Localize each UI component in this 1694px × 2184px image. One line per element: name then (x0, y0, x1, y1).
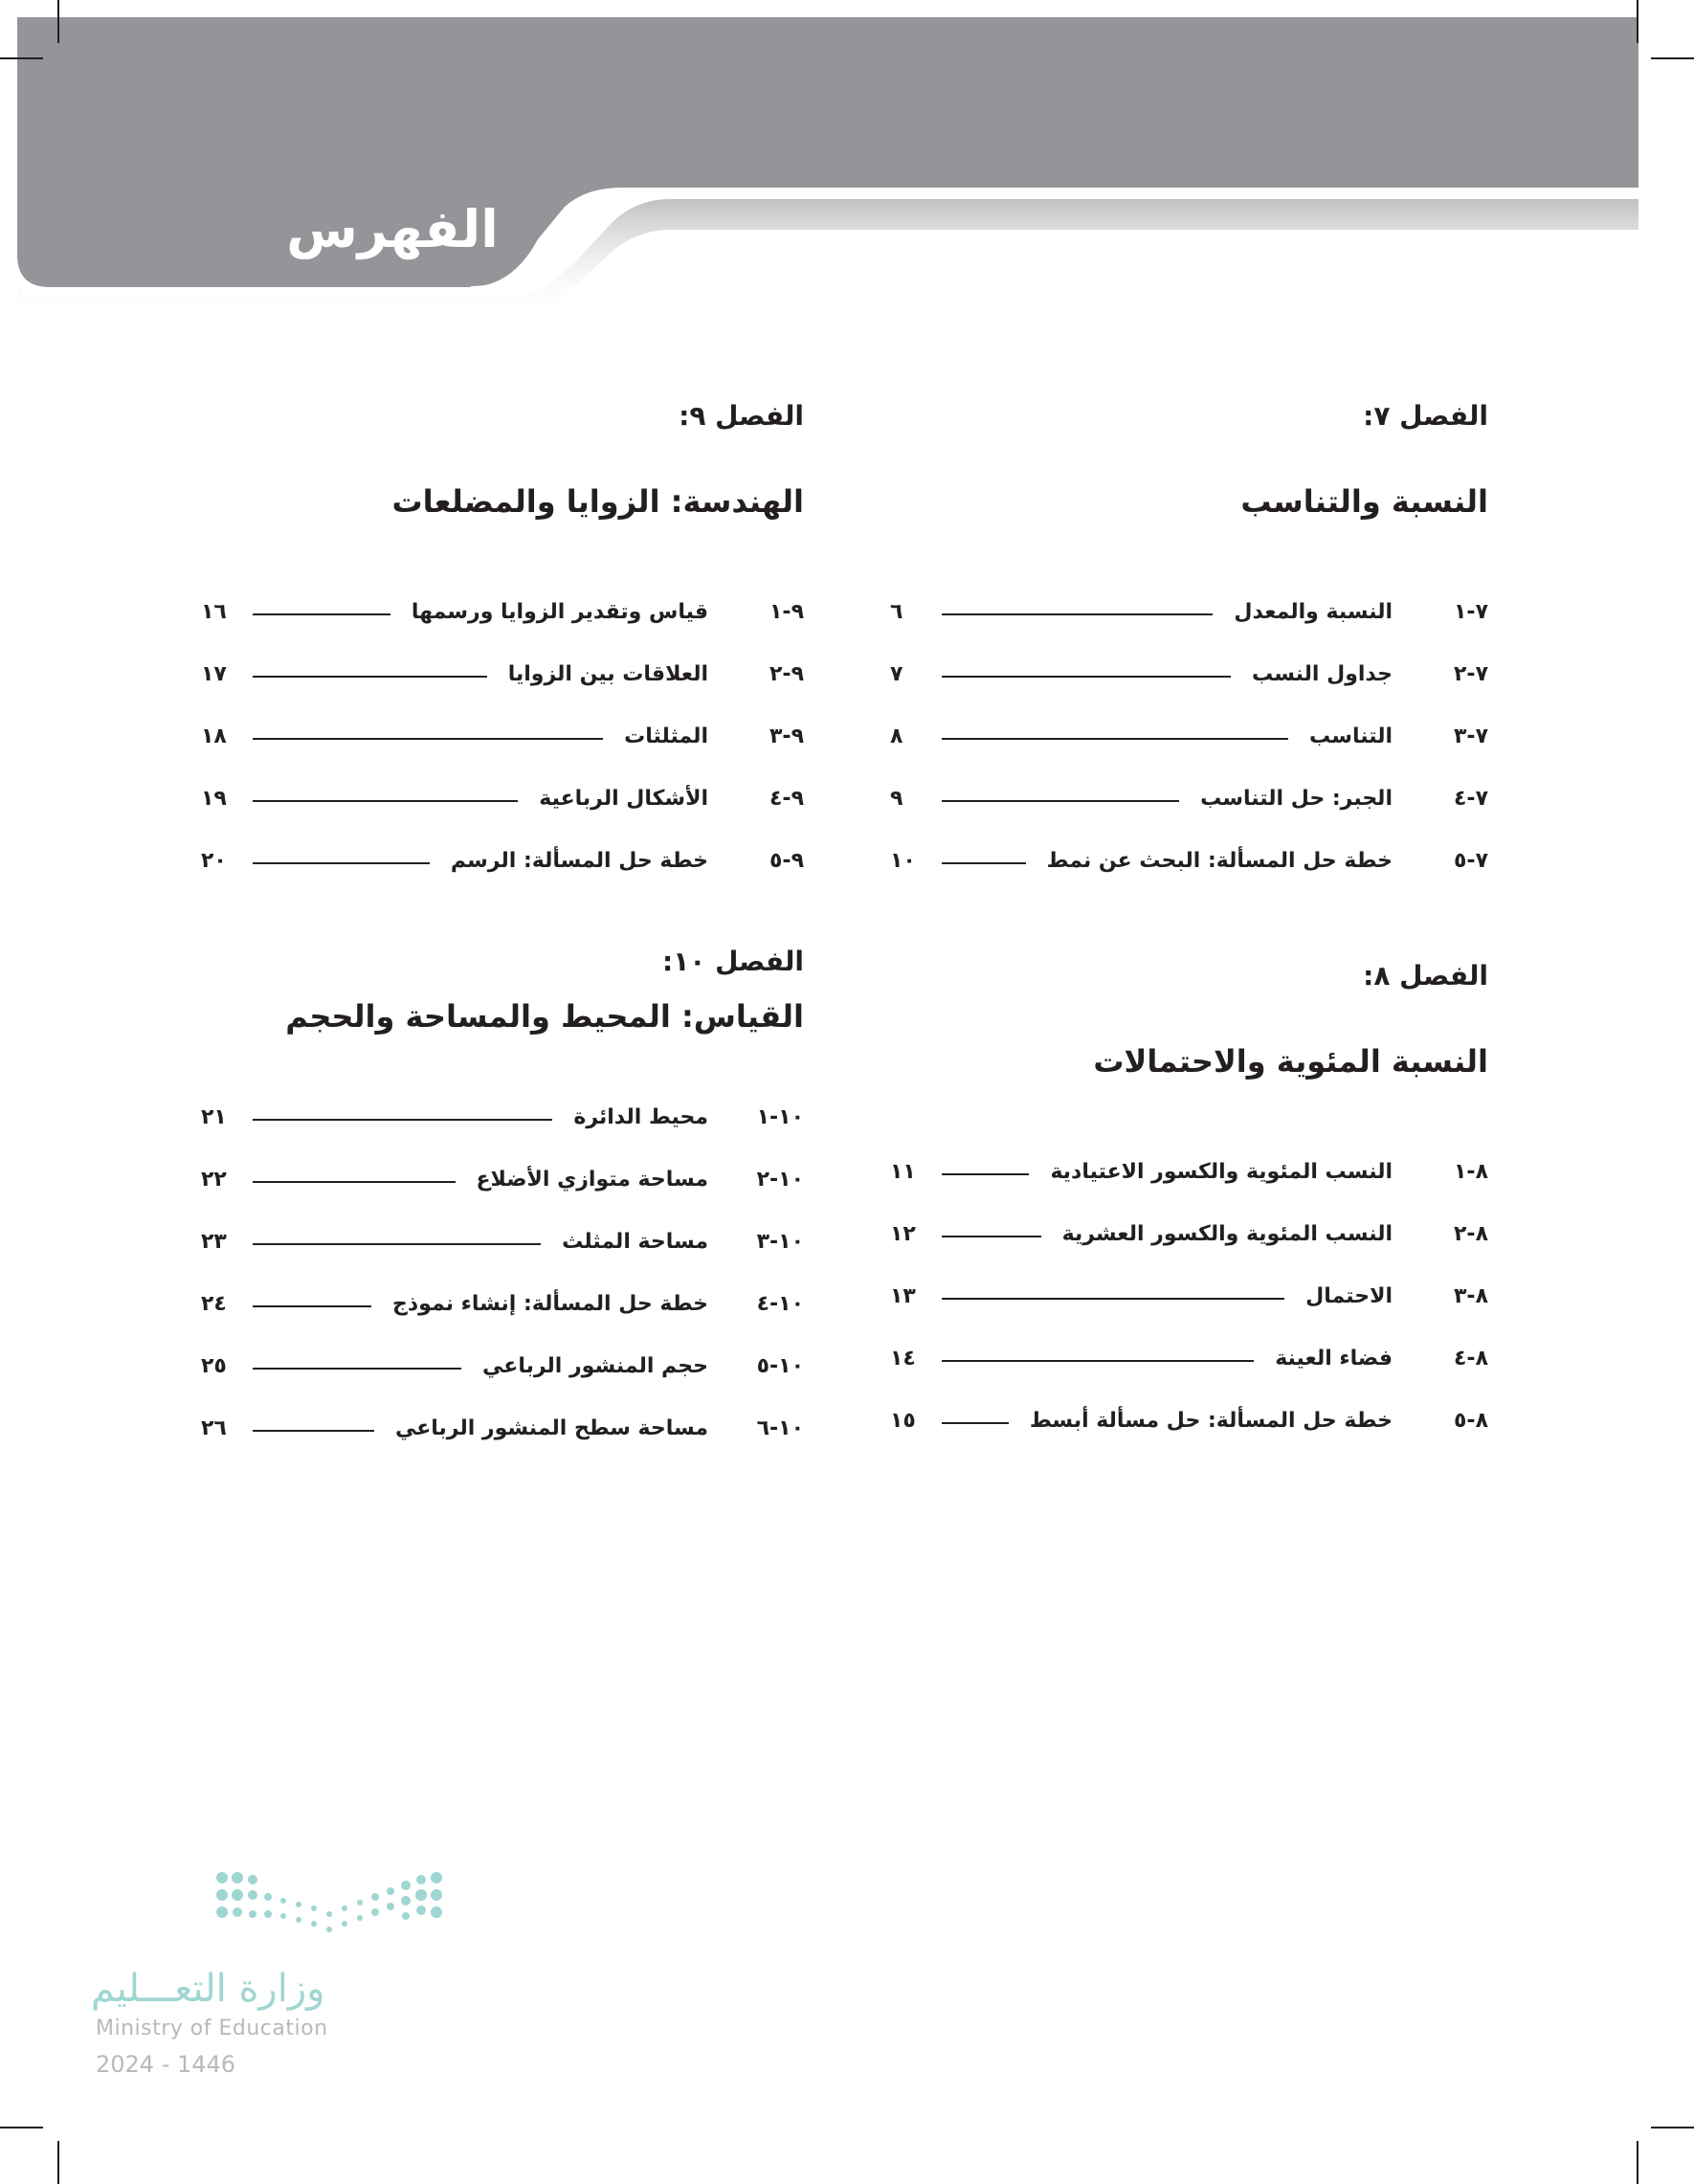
crop-mark (1651, 2127, 1694, 2128)
leader-line (253, 1305, 371, 1307)
toc-entry[interactable] (201, 686, 804, 748)
lesson-number: ١٠-٤ (756, 1292, 804, 1316)
toc-entry[interactable] (890, 1122, 1488, 1184)
chapter-label: الفصل ٩: (679, 400, 804, 432)
leader-line (253, 738, 603, 740)
crop-mark (57, 0, 59, 43)
lesson-number: ٩-٣ (769, 724, 804, 748)
page-number: ١٤ (890, 1347, 916, 1371)
lesson-title: التناسب (1309, 724, 1393, 748)
toc-entry[interactable] (890, 1246, 1488, 1308)
chapter-label: الفصل ٧: (1363, 400, 1488, 432)
toc-entry[interactable] (890, 1184, 1488, 1246)
lesson-number: ٨-١ (1453, 1160, 1488, 1184)
lesson-title: المثلثات (624, 724, 708, 748)
page-number: ٢٦ (201, 1416, 227, 1440)
leader-line (942, 1360, 1254, 1362)
toc-entry[interactable] (890, 748, 1488, 811)
page-number: ٢٤ (201, 1292, 227, 1316)
leader-line (253, 613, 390, 615)
leader-line (253, 1243, 541, 1245)
chapter-title: النسبة المئوية والاحتمالات (1093, 1043, 1488, 1080)
chapter-10-section (201, 943, 804, 1440)
page-number: ١٢ (890, 1222, 916, 1246)
lesson-number: ٨-٢ (1453, 1222, 1488, 1246)
leader-line (942, 738, 1288, 740)
page-number: ١٦ (201, 600, 227, 624)
lesson-title: خطة حل المسألة: إنشاء نموذج (392, 1292, 708, 1316)
leader-line (253, 676, 487, 678)
page-number: ٢٥ (201, 1354, 227, 1378)
lesson-title: الاحتمال (1305, 1284, 1393, 1308)
leader-line (942, 862, 1026, 864)
chapter-label: الفصل ١٠: (662, 946, 804, 977)
page-number: ٨ (890, 724, 903, 748)
leader-line (253, 800, 518, 802)
lesson-number: ٧-٥ (1453, 849, 1488, 873)
page-number: ٢٣ (201, 1230, 227, 1254)
lesson-number: ٨-٥ (1453, 1409, 1488, 1433)
page-number: ١٩ (201, 787, 227, 811)
lesson-number: ٩-٥ (769, 849, 804, 873)
leader-line (253, 1181, 456, 1183)
lesson-title: خطة حل المسألة: البحث عن نمط (1046, 849, 1393, 873)
lesson-number: ٧-١ (1453, 600, 1488, 624)
lesson-number: ١٠-١ (756, 1105, 804, 1129)
leader-line (942, 676, 1231, 678)
toc-entry[interactable] (201, 1316, 804, 1378)
lesson-number: ٩-٤ (769, 787, 804, 811)
page-number: ١١ (890, 1160, 916, 1184)
lesson-number: ٧-٤ (1453, 787, 1488, 811)
lesson-title: فضاء العينة (1275, 1347, 1393, 1371)
lesson-number: ٧-٣ (1453, 724, 1488, 748)
page-number: ١٥ (890, 1409, 916, 1433)
toc-entry[interactable] (890, 562, 1488, 624)
lesson-title: حجم المنشور الرباعي (482, 1354, 708, 1378)
leader-line (253, 1430, 374, 1432)
toc-entry[interactable] (890, 624, 1488, 686)
lesson-number: ١٠-٣ (756, 1230, 804, 1254)
crop-mark (1651, 57, 1694, 59)
lesson-title: قياس وتقدير الزوايا ورسمها (411, 600, 708, 624)
page-number: ٦ (890, 600, 903, 624)
leader-line (942, 1422, 1009, 1424)
toc-entry[interactable] (201, 1192, 804, 1254)
lesson-list (201, 562, 804, 873)
lesson-title: الأشكال الرباعية (539, 787, 708, 811)
chapter-title: القياس: المحيط والمساحة والحجم (285, 998, 804, 1035)
lesson-title: مساحة سطح المنشور الرباعي (394, 1416, 708, 1440)
lesson-number: ٨-٤ (1453, 1347, 1488, 1371)
ministry-name-arabic: وزارة التعـــليم (91, 1967, 325, 2011)
lesson-title: جداول النسب (1252, 662, 1393, 686)
crop-mark (1637, 2141, 1638, 2184)
leader-line (942, 1236, 1041, 1237)
page-number: ٢١ (201, 1105, 227, 1129)
chapter-7-section (890, 397, 1488, 873)
leader-line (942, 800, 1179, 802)
lesson-number: ٩-٢ (769, 662, 804, 686)
toc-entry[interactable] (890, 1308, 1488, 1371)
lesson-title: مساحة متوازي الأضلاع (476, 1168, 708, 1192)
lesson-title: النسبة والمعدل (1234, 600, 1393, 624)
toc-entry[interactable] (890, 1371, 1488, 1433)
toc-entry[interactable] (201, 562, 804, 624)
lesson-number: ١٠-٦ (756, 1416, 804, 1440)
lesson-title: خطة حل المسألة: حل مسألة أبسط (1029, 1409, 1393, 1433)
ministry-logo-dots-icon (211, 1866, 546, 1952)
chapter-title: النسبة والتناسب (1240, 483, 1488, 520)
leader-line (942, 613, 1213, 615)
crop-mark (0, 57, 43, 59)
lesson-title: الجبر: حل التناسب (1200, 787, 1393, 811)
page-number: ٧ (890, 662, 903, 686)
lesson-title: النسب المئوية والكسور الاعتيادية (1050, 1160, 1393, 1184)
toc-entry[interactable] (201, 624, 804, 686)
leader-line (942, 1298, 1284, 1300)
lesson-number: ٩-١ (769, 600, 804, 624)
lesson-list (890, 1122, 1488, 1433)
lesson-number: ١٠-٢ (756, 1168, 804, 1192)
toc-entry[interactable] (890, 811, 1488, 873)
leader-line (253, 1119, 552, 1121)
lesson-title: النسب المئوية والكسور العشرية (1061, 1222, 1393, 1246)
crop-mark (0, 2127, 43, 2128)
toc-entry[interactable] (201, 1129, 804, 1192)
lesson-list (890, 562, 1488, 873)
ministry-name-english: Ministry of Education (96, 2017, 328, 2040)
lesson-title: خطة حل المسألة: الرسم (450, 849, 708, 873)
lesson-list (201, 1067, 804, 1440)
page-number: ٢٠ (201, 849, 227, 873)
leader-line (253, 1368, 461, 1370)
page-number: ٩ (890, 787, 903, 811)
leader-line (942, 1173, 1029, 1175)
chapter-8-section (890, 957, 1488, 1433)
toc-entry[interactable] (201, 811, 804, 873)
lesson-title: العلاقات بين الزوايا (507, 662, 708, 686)
toc-entry[interactable] (201, 1254, 804, 1316)
lesson-number: ٨-٣ (1453, 1284, 1488, 1308)
lesson-number: ٧-٢ (1453, 662, 1488, 686)
toc-entry[interactable] (201, 748, 804, 811)
edition-year: 2024 - 1446 (96, 2051, 236, 2078)
toc-entry[interactable] (201, 1378, 804, 1440)
page-number: ١٧ (201, 662, 227, 686)
leader-line (253, 862, 430, 864)
chapter-label: الفصل ٨: (1363, 960, 1488, 992)
crop-mark (57, 2141, 59, 2184)
chapter-9-section (201, 397, 804, 873)
crop-mark (1637, 0, 1638, 43)
header-banner (0, 0, 1694, 325)
toc-entry[interactable] (890, 686, 1488, 748)
lesson-title: محيط الدائرة (573, 1105, 708, 1129)
lesson-title: مساحة المثلث (562, 1230, 708, 1254)
page-number: ٢٢ (201, 1168, 227, 1192)
page-number: ١٣ (890, 1284, 916, 1308)
page-number: ١٠ (890, 849, 916, 873)
page-number: ١٨ (201, 724, 227, 748)
toc-entry[interactable] (201, 1067, 804, 1129)
chapter-title: الهندسة: الزوايا والمضلعات (391, 483, 804, 520)
page-title: الفهرس (286, 199, 499, 259)
lesson-number: ١٠-٥ (756, 1354, 804, 1378)
